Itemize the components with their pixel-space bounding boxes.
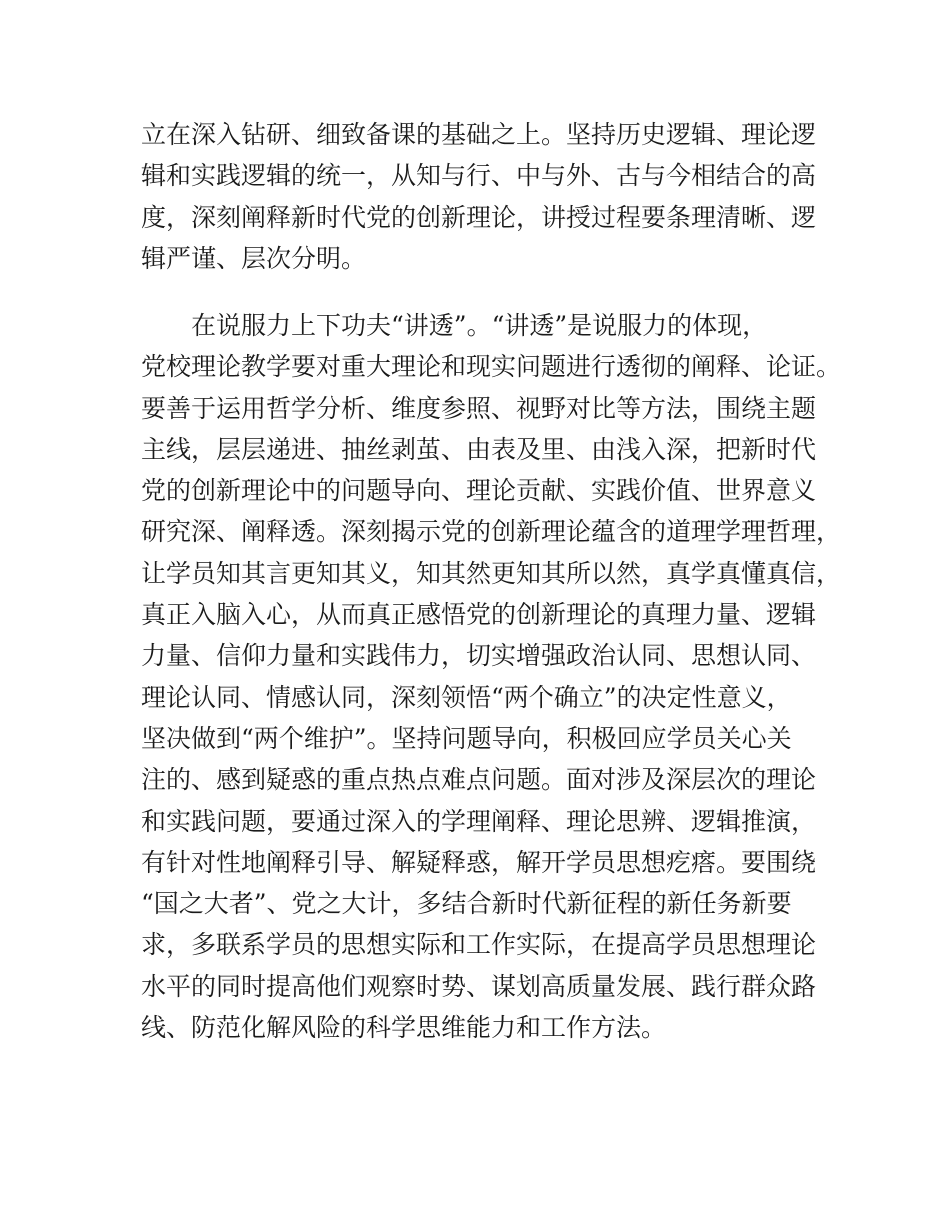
text-line: “国之大者”、党之大计，多结合新时代新征程的新任务新要 xyxy=(141,889,792,919)
text-line: 让学员知其言更知其义，知其然更知其所以然，真学真懂真信， xyxy=(141,558,842,588)
paragraph-2 xyxy=(141,305,842,1048)
text-line: 要善于运用哲学分析、维度参照、视野对比等方法，围绕主题 xyxy=(141,393,817,423)
text-line: 研究深、阐释透。深刻揭示党的创新理论蕴含的道理学理哲理， xyxy=(141,517,842,547)
text-line: 党校理论教学要对重大理论和现实问题进行透彻的阐释、论证。 xyxy=(141,352,842,382)
text-line: 有针对性地阐释引导、解疑释惑，解开学员思想疙瘩。要围绕 xyxy=(141,847,817,877)
text-line: 线、防范化解风险的科学思维能力和工作方法。 xyxy=(141,1013,667,1043)
text-line: 坚决做到“两个维护”。坚持问题导向，积极回应学员关心关 xyxy=(141,723,792,753)
text-line: 立在深入钻研、细致备课的基础之上。坚持历史逻辑、理论逻 xyxy=(141,120,817,149)
text-line: 主线，层层递进、抽丝剥茧、由表及里、由浅入深，把新时代 xyxy=(141,434,817,464)
text-line: 理论认同、情感认同，深刻领悟“两个确立”的决定性意义， xyxy=(141,682,792,712)
text-line: 求，多联系学员的思想实际和工作实际，在提高学员思想理论 xyxy=(141,930,817,960)
text-line: 真正入脑入心，从而真正感悟党的创新理论的真理力量、逻辑 xyxy=(141,600,817,630)
text-line: 辑和实践逻辑的统一，从知与行、中与外、古与今相结合的高 xyxy=(141,161,817,191)
text-line: 党的创新理论中的问题导向、理论贡献、实践价值、世界意义 xyxy=(141,476,817,506)
text-line: 和实践问题，要通过深入的学理阐释、理论思辨、逻辑推演， xyxy=(141,806,817,836)
text-line: 在说服力上下功夫“讲透”。“讲透”是说服力的体现， xyxy=(141,311,768,340)
text-line: 力量、信仰力量和实践伟力，切实增强政治认同、思想认同、 xyxy=(141,641,817,671)
text-line: 辑严谨、层次分明。 xyxy=(141,243,367,273)
text-line: 水平的同时提高他们观察时势、谋划高质量发展、践行群众路 xyxy=(141,971,817,1001)
paragraph-1 xyxy=(141,114,831,279)
text-line: 度，深刻阐释新时代党的创新理论，讲授过程要条理清晰、逻 xyxy=(141,202,817,232)
text-line: 注的、感到疑惑的重点热点难点问题。面对涉及深层次的理论 xyxy=(141,765,817,795)
